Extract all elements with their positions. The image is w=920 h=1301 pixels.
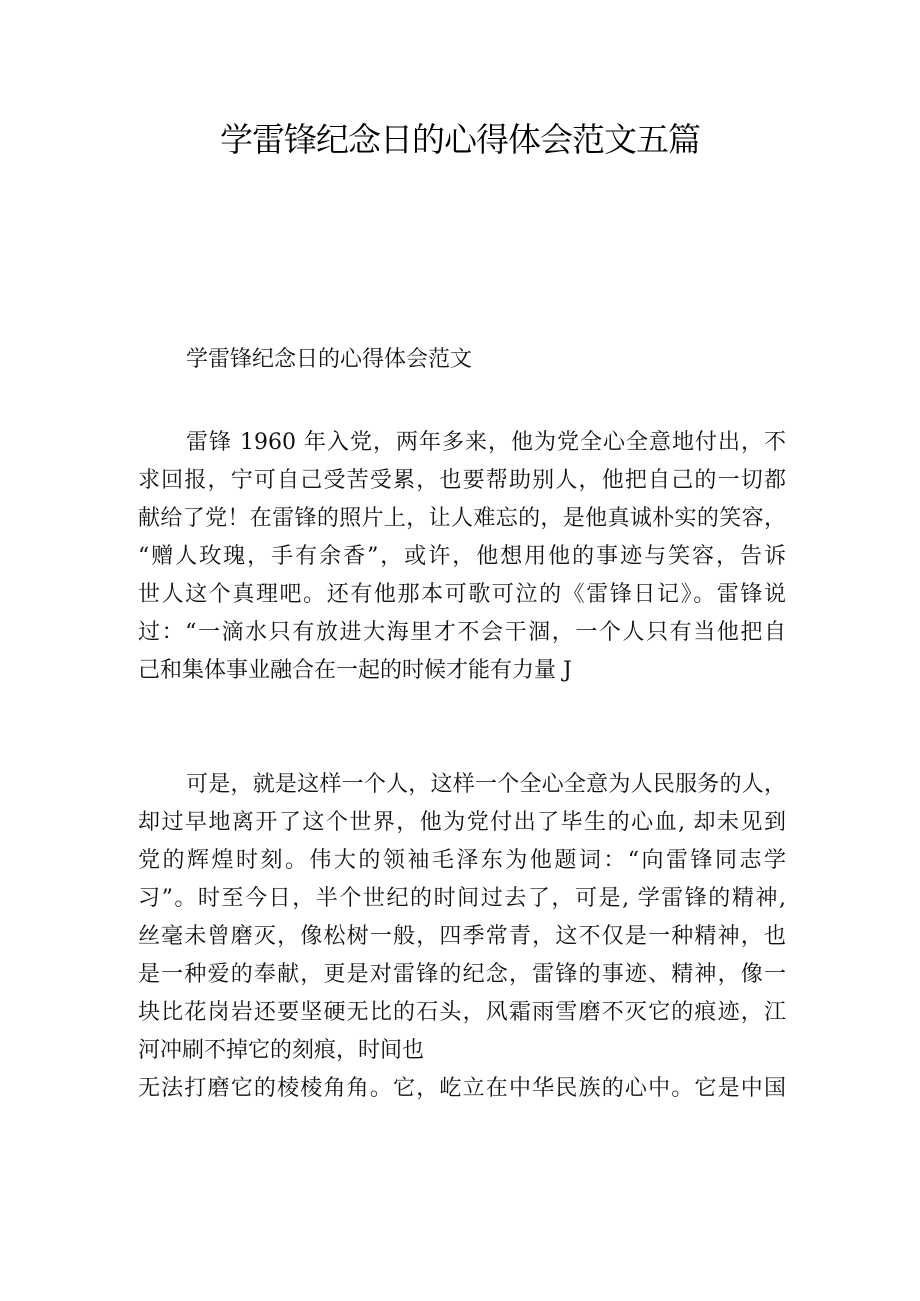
paragraph-line: 党的辉煌时刻。伟大的领袖毛泽东为他题词：“向雷锋同志学	[138, 848, 786, 873]
paragraph-line: 习”。时至今日，半个世纪的时间过去了，可是, 学雷锋的精神,	[138, 886, 786, 911]
paragraph-1	[138, 424, 786, 690]
paragraph-line: 过：“一滴水只有放进大海里才不会干涸，一个人只有当他把自	[138, 620, 786, 645]
paragraph-line: 雷锋 1960 年入党，两年多来，他为党全心全意地付出，不	[186, 430, 786, 455]
paragraph-line: 求回报，宁可自己受苦受累，也要帮助别人，他把自己的一切都	[138, 468, 786, 493]
document-title: 学雷锋纪念日的心得体会范文五篇	[220, 120, 700, 159]
paragraph-line: 无法打磨它的棱棱角角。它，屹立在中华民族的心中。它是中国	[138, 1076, 786, 1101]
paragraph-2	[138, 766, 786, 1108]
paragraph-line: 丝毫未曾磨灭，像松树一般，四季常青，这不仅是一种精神，也	[138, 924, 786, 949]
paragraph-line: 献给了党！在雷锋的照片上，让人难忘的，是他真诚朴实的笑容，	[138, 506, 786, 531]
paragraph-line: 是一种爱的奉献，更是对雷锋的纪念，雷锋的事迹、精神，像一	[138, 962, 786, 987]
paragraph-line: 己和集体事业融合在一起的时候才能有力量 J	[138, 658, 572, 683]
paragraph-line: 可是，就是这样一个人，这样一个全心全意为人民服务的人，	[186, 772, 786, 797]
paragraph-line: 世人这个真理吧。还有他那本可歌可泣的《雷锋日记》。雷锋说	[138, 582, 786, 607]
paragraph-line: 却过早地离开了这个世界，他为党付出了毕生的心血, 却未见到	[138, 810, 786, 835]
section-title: 学雷锋纪念日的心得体会范文	[186, 347, 473, 372]
paragraph-line: “赠人玫瑰，手有余香”，或许，他想用他的事迹与笑容，告诉	[138, 544, 786, 569]
paragraph-line: 河冲刷不掉它的刻痕，时间也	[138, 1038, 425, 1063]
paragraph-line: 块比花岗岩还要坚硬无比的石头，风霜雨雪磨不灭它的痕迹，江	[138, 1000, 786, 1025]
